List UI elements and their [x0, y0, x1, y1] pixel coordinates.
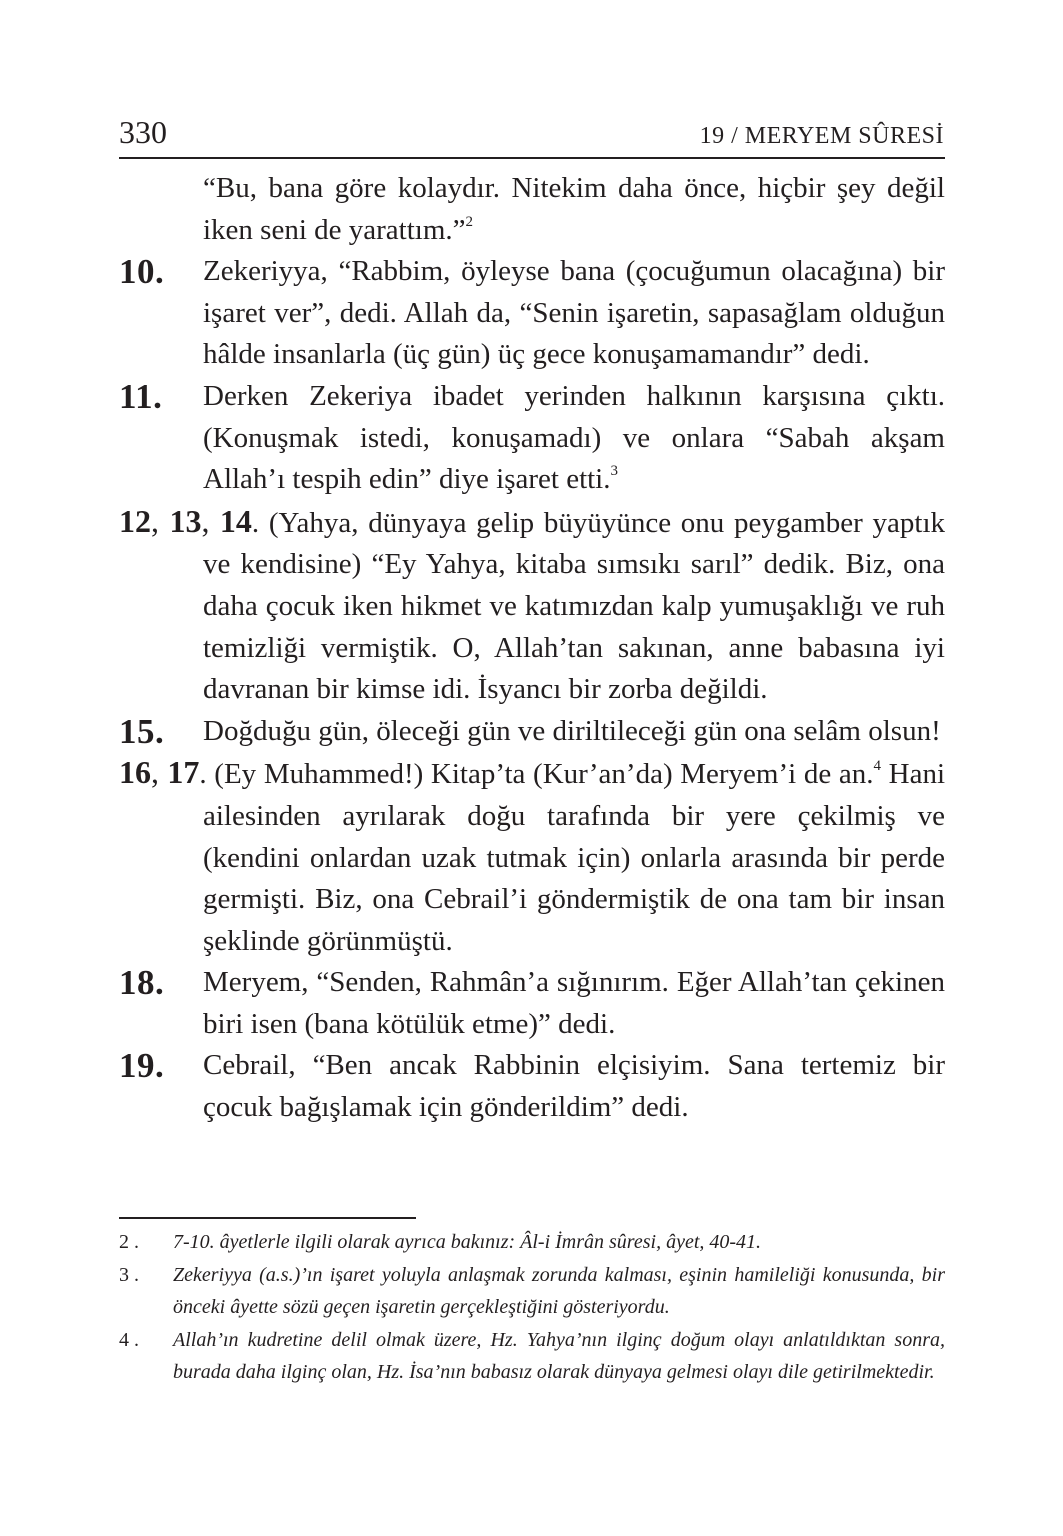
verse-number: 10. — [119, 252, 165, 292]
footnote-ref: 3 — [610, 463, 618, 480]
verse-18 — [119, 962, 945, 1045]
footnote-text: 7-10. âyetlerle ilgili olarak ayrıca bakınız: Âl-i İmrân sûresi, âyet, 40-41. — [173, 1231, 762, 1253]
footnote-number: 4 . — [119, 1328, 139, 1351]
footnote-text: Zekeriyya (a.s.)’ın işaret yoluyla anlaşmak zorunda kalması, eşinin hamileliği konusunda, bir önceki âyette sözü geçen işaretin gerçekleştiğini gösteriyordu. — [173, 1263, 945, 1318]
verse-number: 12 — [119, 502, 151, 539]
verse-text: Derken Zekeriya ibadet yerinden halkının karşısına çıktı. (Konuşmak istedi, konuşamadı) ve onlara “Sabah akşam Allah’ı tespih edin” diye işaret etti. — [203, 379, 945, 496]
verse-number: 18. — [119, 963, 165, 1003]
verse-number: 14 — [219, 502, 252, 539]
footnote-4 — [119, 1324, 945, 1389]
footnote-2 — [119, 1226, 945, 1259]
page-number: 330 — [119, 114, 167, 150]
verse-11 — [119, 376, 945, 501]
verse-12-14: 12, 13, 14. (Yahya, dünyaya gelip büyüyünce onu peygamber yaptık ve kendisine) “Ey Yahya, kitaba sımsıkı sarıl” dedik. Biz, ona daha çocuk iken hikmet ve katımızdan kalp yumuşaklığı ve ruh temizliği vermiştik. O, Allah’tan sakınan, anne babasına iyi davranan bir kimse idi. İsyancı bir zorba değildi. — [119, 502, 946, 706]
verse-10 — [119, 251, 945, 376]
footnote-number: 2 . — [119, 1231, 139, 1253]
verse-text: (Yahya, dünyaya gelip büyüyünce onu peygamber yaptık ve kendisine) “Ey Yahya, kitaba sımsıkı sarıl” dedik. Biz, ona daha çocuk iken hikmet ve katımızdan kalp yumuşaklığı ve ruh temizliği vermiştik. O, Allah’tan sakınan, anne babasına iyi davranan bir kimse idi. İsyancı bir zorba değildi. — [203, 506, 946, 706]
footnotes — [119, 1226, 945, 1389]
footnote-ref: 4 — [873, 758, 881, 775]
verse-text: Meryem, “Senden, Rahmân’a sığınırım. Eğer Allah’tan çekinen biri isen (bana kötülük etme)” dedi. — [203, 966, 945, 1040]
verse-number: 13 — [169, 502, 202, 539]
footnote-number: 3 . — [119, 1263, 139, 1286]
verse-number: 16 — [119, 754, 151, 791]
footnote-ref: 2 — [465, 213, 474, 230]
verse-16-17: 16, 17. (Ey Muhammed!) Kitap’ta (Kur’an’da) Meryem’i de an.$^4$ Hani ailesinden ayrılarak doğu tarafında bir yere çekilmiş ve (kendini onlardan uzak tutmak için) onlarla arasında bir perde germişti. Biz, ona Cebrail’i göndermiştik de ona tam bir insan şeklinde görünmüştü. — [119, 754, 946, 957]
verse-number: 17 — [167, 754, 200, 791]
verse-number-group: 12, 13, 14 — [119, 502, 252, 539]
footnote-3 — [119, 1259, 945, 1324]
verse-continuation — [119, 168, 945, 251]
verse-text: Cebrail, “Ben ancak Rabbinin elçisiyim. Sana tertemiz bir çocuk bağışlamak için gönderildim” dedi. — [203, 1049, 945, 1124]
verse-number: 15. — [119, 711, 165, 751]
verse-number: 11. — [119, 376, 163, 416]
footnote-text: Allah’ın kudretine delil olmak üzere, Hz. Yahya’nın ilginç doğum olayı anlatıldıktan sonra, burada daha ilginç olan, Hz. İsa’nın babasız olarak dünyaya gelmesi olayı dile getirilmektedir. — [173, 1328, 945, 1383]
verse-text-continued: Hani ailesinden ayrılarak doğu tarafında bir yere çekilmiş ve (kendini onlardan uzak tutmak için) onlarla arasında bir perde germişti. Biz, ona Cebrail’i göndermiştik de ona tam bir insan şeklinde görünmüştü. — [203, 758, 946, 957]
verse-19 — [119, 1045, 945, 1128]
verse-15 — [119, 711, 945, 753]
footnote-rule — [119, 1217, 416, 1219]
running-head: 19 / MERYEM SÛRESİ — [699, 123, 944, 149]
verse-text: “Bu, bana göre kolaydır. Nitekim daha önce, hiçbir şey değil iken seni de yarattım.” — [203, 172, 945, 246]
verse-number-group: 16, 17 — [119, 754, 200, 791]
header-rule — [119, 157, 945, 159]
verse-number: 19. — [119, 1046, 165, 1086]
verse-text: Zekeriyya, “Rabbim, öyleyse bana (çocuğumun olacağına) bir işaret ver”, dedi. Allah da, “Senin işaretin, sapasağlam olduğun hâlde insanlarla (üç gün) üç gece konuşamamandır” dedi. — [203, 255, 945, 371]
verse-text: Doğduğu gün, öleceği gün ve diriltileceği gün ona selâm olsun! — [203, 714, 941, 747]
verse-body — [119, 168, 945, 1129]
verse-text: (Ey Muhammed!) Kitap’ta (Kur’an’da) Meryem’i de an. — [206, 758, 874, 791]
